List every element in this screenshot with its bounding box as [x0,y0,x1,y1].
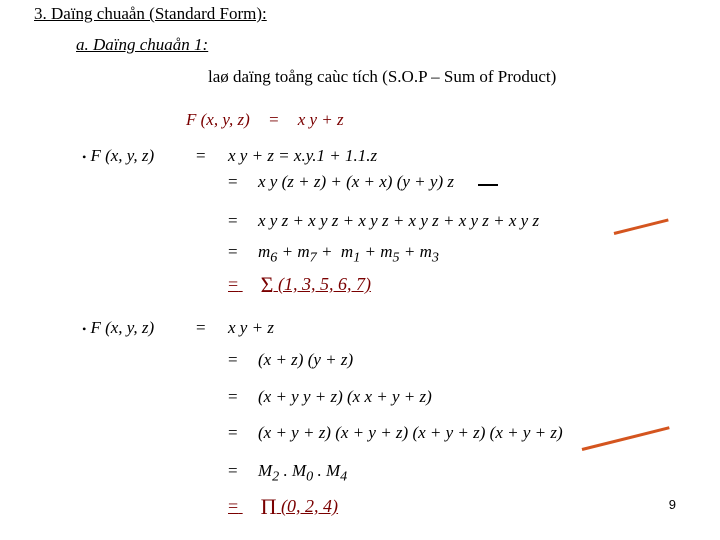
annotation-slash-1 [614,218,669,234]
sop-eq-2: = [228,211,238,230]
pos-eq-2: = [228,387,238,406]
sigma-icon: Σ [260,272,274,297]
minterm-sub: 3 [431,249,439,266]
sop-result [228,272,371,298]
pos-line-3: (x + y + z) (x + y + z) (x + y + z) (x + y + z) [258,423,563,442]
pos-line-1: (x + z) (y + z) [258,350,354,369]
sop-eq-4: = [228,274,239,294]
pos-eq-3: = [228,423,238,442]
definition-text: laø daïng toång caùc tích (S.O.P – Sum of Product) [208,67,557,86]
pi-icon: Π [260,494,277,519]
bullet-icon: • [82,150,87,164]
section-heading: 3. Daïng chuaån (Standard Form): [34,4,267,23]
pos-eq-4: = [228,461,238,480]
pos-eq-5: = [228,496,239,516]
pos-line-2: (x + y y + z) (x x + y + z) [258,387,432,406]
sop-line-2: x y z + x y z + x y z + x y z + x y z + x y z [258,211,540,230]
sop-eq-1: = [228,172,238,191]
minterm-sub: 7 [309,249,317,266]
maxterm-sub: 4 [340,468,348,485]
pos-eq-0: = [196,318,206,337]
maxterm-sub: 2 [272,468,280,485]
sop-line-3: $m_6 + m_7 + m_1 + m_5 + m_3$ [258,242,439,266]
sop-eq-3: = [228,242,238,261]
dash-mark [478,184,498,186]
bullet-icon: • [82,322,87,336]
minterm-sub: 1 [353,249,361,266]
sop-lhs-row [82,146,154,166]
minterm-sub: 5 [392,249,400,266]
function-lhs: F (x, y, z) [186,110,250,129]
subsection-heading: a. Daïng chuaån 1: [76,35,209,54]
pos-result [228,494,338,520]
sop-lhs: F (x, y, z) [90,146,155,165]
pos-lhs-row [82,318,154,338]
minterm-sub: 6 [270,249,278,266]
pos-eq-1: = [228,350,238,369]
function-rhs: x y + z [297,110,344,129]
sop-eq-0: = [196,146,206,165]
pos-lhs: F (x, y, z) [90,318,155,337]
maxterm-sub: 0 [306,468,314,485]
sop-line-0: x y + z = x.y.1 + 1.1.z [228,146,378,165]
pos-line-0: x y + z [228,318,274,337]
equals-sign: = [267,110,280,129]
sop-line-1: x y (z + z) + (x + x) (y + y) z [258,172,454,191]
page-number: 9 [668,497,676,512]
pos-line-4: $M_2$ . $M_0$ . $M_4$ [258,461,348,485]
function-definition [186,110,344,130]
annotation-slash-2 [582,426,670,451]
sop-result-terms: (1, 3, 5, 6, 7) [277,274,371,294]
pos-result-terms: (0, 2, 4) [281,496,339,516]
